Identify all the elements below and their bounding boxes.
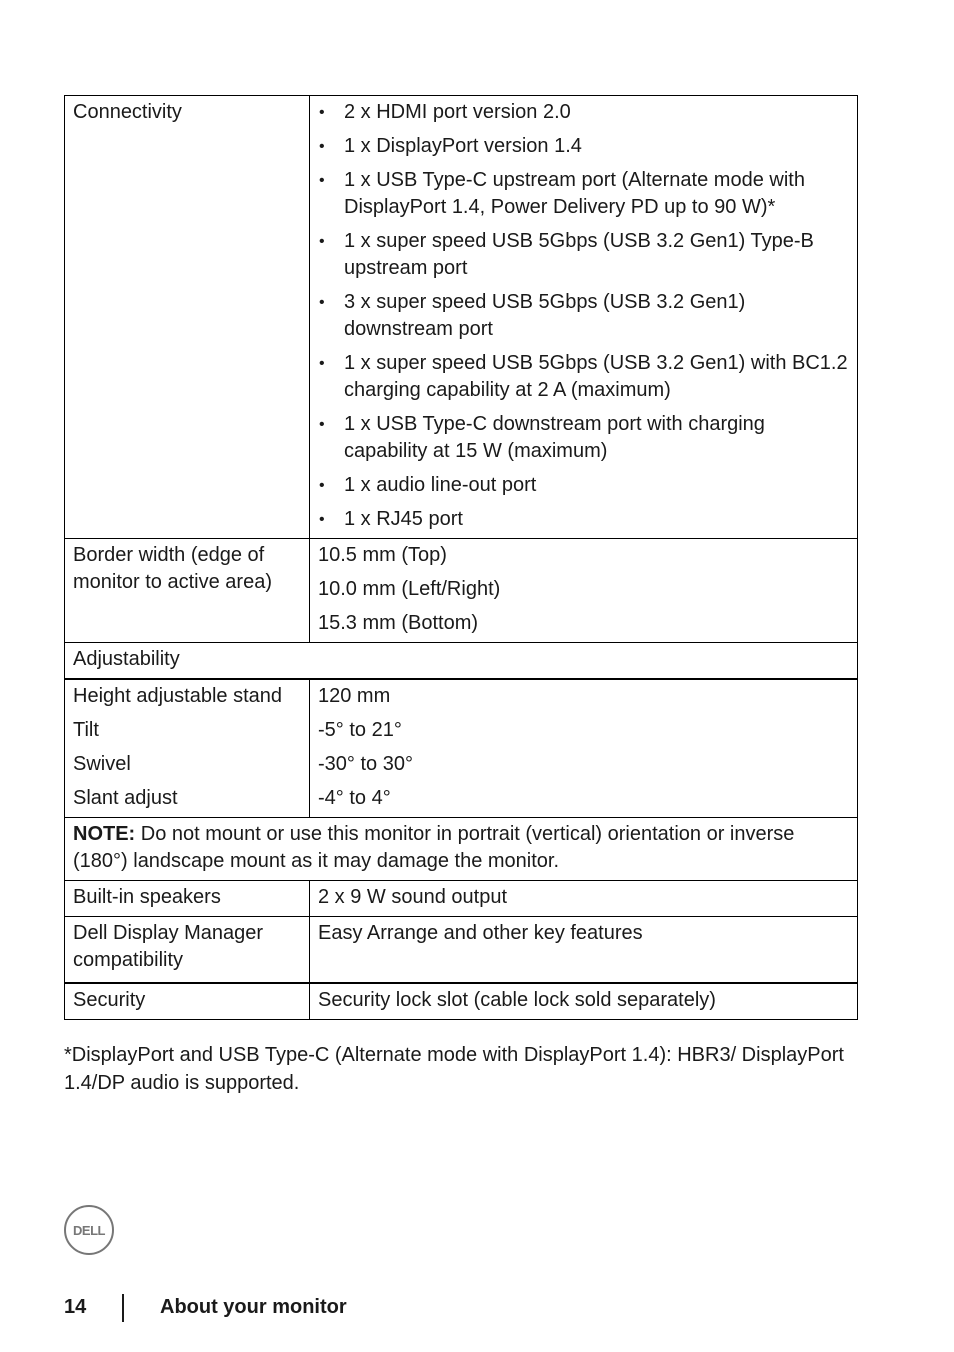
spec-row-speakers — [65, 881, 858, 917]
spec-value: Easy Arrange and other key features — [310, 917, 858, 984]
height-value: 120 mm — [318, 685, 391, 707]
footer-divider — [122, 1294, 124, 1322]
spec-label: Border width (edge of monitor to active area) — [65, 539, 310, 643]
spec-row-connectivity — [65, 96, 858, 539]
list-item: • 1 x audio line-out port — [318, 472, 849, 499]
list-item: • 1 x RJ45 port — [318, 506, 849, 533]
connectivity-list — [318, 99, 849, 533]
bullet-icon: • — [319, 233, 325, 250]
page-number: 14 — [64, 1296, 87, 1318]
bullet-icon: • — [319, 355, 325, 372]
slant-label: Slant adjust — [73, 787, 178, 809]
spec-label: Security — [65, 983, 310, 1020]
swivel-value: -30° to 30° — [318, 753, 413, 775]
border-side-value: 10.0 mm (Left/Right) — [318, 578, 501, 600]
spec-row-security — [65, 983, 858, 1020]
spec-value: 2 x 9 W sound output — [310, 881, 858, 917]
border-top-value: 10.5 mm (Top) — [318, 544, 447, 566]
note-cell — [65, 818, 858, 881]
spec-label: Connectivity — [65, 96, 310, 539]
spec-label: Dell Display Manager compatibility — [65, 917, 310, 984]
spec-value — [310, 96, 858, 539]
list-item: • 3 x super speed USB 5Gbps (USB 3.2 Gen1) downstream port — [319, 291, 746, 340]
spec-label: Built-in speakers — [65, 881, 310, 917]
footnote: *DisplayPort and USB Type-C (Alternate mode with DisplayPort 1.4): HBR3/ DisplayPort 1.4/DP audio is supported. — [64, 1044, 844, 1094]
spec-row-note — [65, 818, 858, 881]
section-title: About your monitor — [160, 1296, 347, 1318]
spec-label — [65, 679, 310, 818]
bullet-icon: • — [319, 416, 325, 433]
bullet-icon: • — [319, 138, 325, 155]
list-item: • 1 x super speed USB 5Gbps (USB 3.2 Gen1) Type-B upstream port — [319, 230, 814, 279]
bullet-icon: • — [319, 104, 325, 121]
bullet-icon: • — [319, 511, 325, 528]
slant-value: -4° to 4° — [318, 787, 391, 809]
note-label: NOTE: — [73, 823, 136, 845]
height-label: Height adjustable stand — [73, 685, 283, 707]
section-header: Adjustability — [65, 643, 858, 680]
spec-table — [64, 95, 858, 1020]
spec-row-ddm — [65, 917, 858, 984]
list-item: • 2 x HDMI port version 2.0 — [318, 99, 849, 126]
bullet-icon: • — [319, 172, 325, 189]
bullet-icon: • — [319, 294, 325, 311]
swivel-label: Swivel — [73, 753, 131, 775]
list-item: • 1 x USB Type-C upstream port (Alternate mode with DisplayPort 1.4, Power Delivery PD up to 90 W)* — [319, 169, 805, 218]
list-item: • 1 x DisplayPort version 1.4 — [318, 133, 849, 160]
list-item: • 1 x super speed USB 5Gbps (USB 3.2 Gen1) with BC1.2 charging capability at 2 A (maximum) — [319, 352, 848, 401]
logo-text: DELL — [73, 1222, 105, 1238]
note-text: Do not mount or use this monitor in portrait (vertical) orientation or inverse (180°) landscape mount as it may damage the monitor. — [73, 823, 795, 872]
spec-row-adjustability — [65, 679, 858, 818]
spec-row-border-width — [65, 539, 858, 643]
tilt-value: -5° to 21° — [318, 719, 402, 741]
bullet-icon: • — [319, 477, 325, 494]
spec-row-adjustability-header — [65, 643, 858, 680]
dell-logo-icon — [64, 1205, 114, 1255]
list-item: • 1 x USB Type-C downstream port with charging capability at 15 W (maximum) — [319, 413, 765, 462]
spec-value — [310, 679, 858, 818]
border-bottom-value: 15.3 mm (Bottom) — [318, 612, 479, 634]
spec-value — [310, 539, 858, 643]
spec-value: Security lock slot (cable lock sold separately) — [310, 983, 858, 1020]
tilt-label: Tilt — [73, 719, 99, 741]
